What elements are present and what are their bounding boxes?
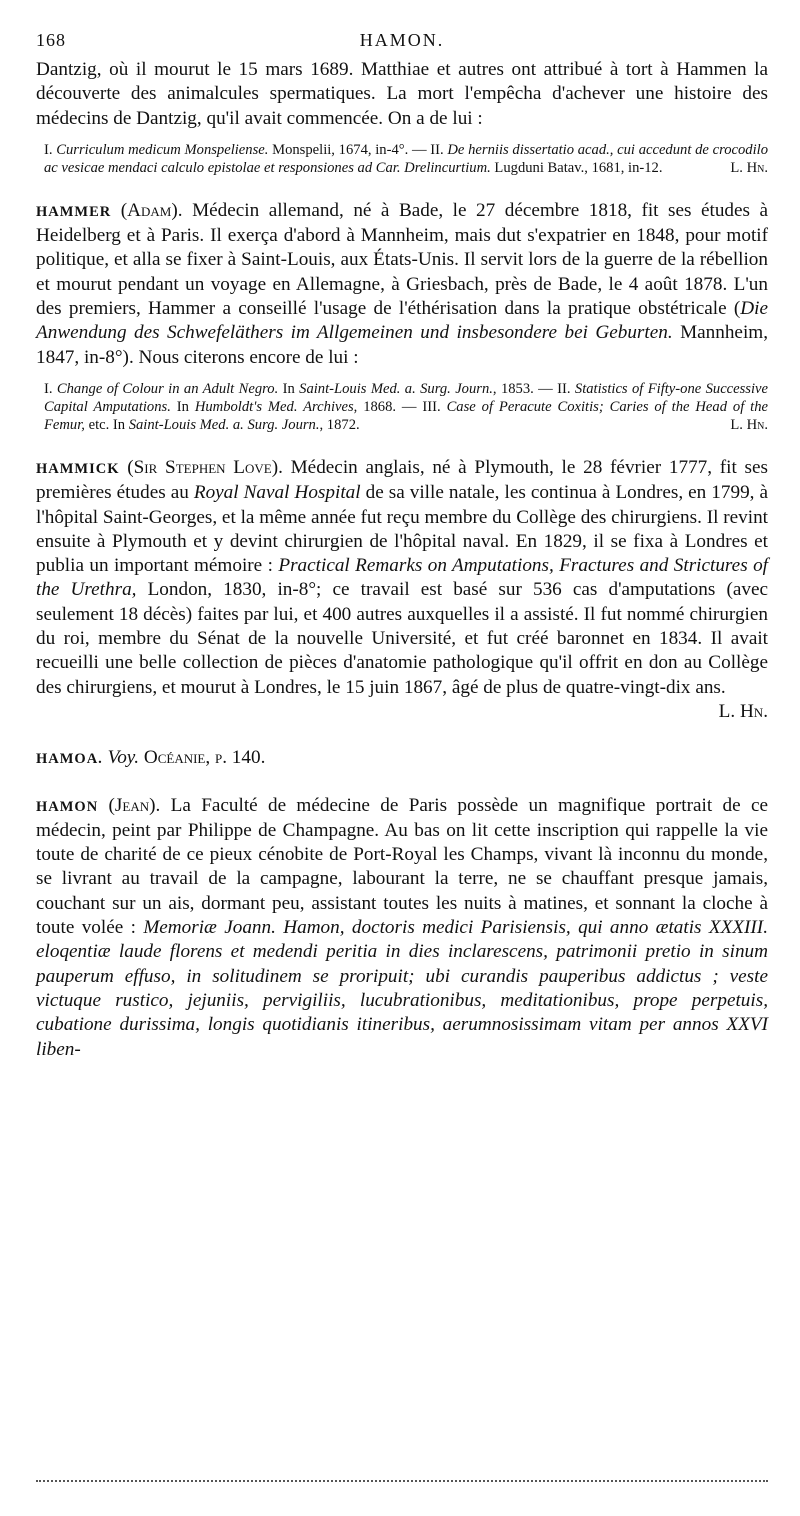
latin-inscription: Memoriæ Joann. Hamon, doctoris medici Parisiensis, qui anno ætatis XXXIII. eloqentiæ laude florens et medendi peritia in dies inclarescens, patrimonii pretio in sinum pauperum effuso, in solitudinem se proripuit; ubi curandis pauperibus addictus ; veste victuque rustico, jejuniis, pervigiliis, lucubrationibus, meditationibus, prope perpetuis, cubatione durissima, longis quotidianis itineribus, aerumnosissimam vitam per annos XXVI liben-	[36, 917, 768, 1060]
page-number: 168	[36, 30, 66, 50]
person-name: (Jean).	[108, 794, 161, 816]
text-run: Mannheim, 1847, in-8°). Nous citerons encore de lui :	[36, 322, 768, 368]
entry-hammer	[36, 199, 768, 434]
entry-text	[36, 746, 768, 771]
headword: HAMON	[36, 798, 99, 815]
entry-text	[36, 456, 768, 700]
text-run: Médecin allemand, né à Bade, le 27 décembre 1818, fit ses études à Heidelberg et à Paris. Il exerça d'abord à Mannheim, mais dut s'expatrier en 1848, pour motif politique, et alla se fixer à Saint-Louis, aux États-Unis. Il servit lors de la guerre de la rébellion et mourut pendant un voyage en Allemagne, à Griesbach, près de Bade, le 4 août 1878. L'un des premiers, Hammer a conseillé l'usage de l'éthérisation dans la pratique obstétricale (	[36, 199, 769, 320]
work-number: I.	[44, 141, 57, 158]
book-title: Practical Remarks on Amputations, Fractures and Strictures of the Urethra,	[36, 555, 769, 601]
work-title: Case of Peracute Coxitis; Caries of the Head of the Femur,	[44, 398, 768, 433]
work-title: Statistics of Fifty-one Successive Capital Amputations.	[44, 380, 768, 415]
author-signature: L. Hn.	[718, 700, 768, 722]
work-imprint: Lugduni Batav., 1681, in-12.	[490, 159, 663, 176]
text-run: de sa ville natale, les continua à Londres, en 1799, à l'hôpital Saint-Georges, et la même année fut reçu membre du Collège des chirurgiens. Il revint ensuite à Plymouth et y devint chirurgien de l'hôpital naval. En 1829, il se fixa à Londres et publia un important mémoire :	[36, 482, 768, 577]
book-title: Die Anwendung des Schwefeläthers im Allgemeinen und insbesondere bei Geburten.	[36, 298, 768, 344]
entry-hammick	[36, 456, 768, 724]
work-imprint: , 1853. — II.	[492, 380, 575, 397]
work-imprint: , 1872.	[319, 416, 360, 433]
person-name: (Sir Stephen Love).	[127, 456, 283, 478]
text-run: La Faculté de médecine de Paris possède un magnifique portrait de ce médecin, peint par Philippe de Champagne. Au bas on lit cette inscription qui rappelle la vie toute de charité de ce pieux cénobite de Port-Royal les Champs, vivant là inconnu du monde, se livrant au travail de la campagne, labourant la terre, ne se chauffant presque jamais, couchant sur un ais, dormant peu, assistant toutes les nuits à matines, et sonnant la cloche à toute volée :	[36, 794, 769, 939]
text-run: London, 1830, in-8°; ce travail est basé sur 536 cas d'amputations (avec seulement 18 décès) faites par lui, et 400 autres auxquelles il a assisté. Il fut nommé chirurgien du roi, membre du Sénat de la nouvelle Université, et fut créé baronnet en 1834. Il avait recueilli une belle collection de pièces d'anatomie pathologique qu'il offrit en don au Collège des chirurgiens, et mourut à Londres, le 15 juin 1867, âgé de plus de quatre-vingt-dix ans.	[36, 579, 768, 698]
work-imprint: etc. In	[84, 416, 129, 433]
page-header	[36, 30, 768, 58]
running-title: HAMON.	[359, 30, 445, 50]
cross-reference-label: Voy.	[107, 747, 140, 769]
work-title: Curriculum medicum Monspeliense.	[56, 141, 269, 158]
institution-name: Royal Naval Hospital	[193, 482, 361, 504]
works-list	[36, 141, 768, 177]
cross-reference: Océanie, p. 140.	[139, 747, 266, 769]
journal-title: Humboldt's Med. Archives	[194, 398, 354, 415]
text-run: Médecin anglais, né à Plymouth, le 28 février 1777, fit ses premières études au	[36, 456, 769, 504]
work-imprint: Monspelii, 1674, in-4°. — II.	[268, 141, 448, 158]
works-list	[36, 380, 768, 434]
person-name: (Adam).	[120, 199, 183, 221]
entry-hamon	[36, 794, 768, 1062]
work-title: Change of Colour in an Adult Negro.	[56, 380, 279, 397]
entry-text	[36, 199, 768, 370]
work-number: I.	[44, 380, 57, 397]
entry-continuation	[36, 58, 768, 177]
author-signature: L. Hn.	[730, 416, 768, 433]
footer-dotted-rule	[36, 1480, 768, 1482]
work-title: De herniis dissertatio acad., cui accedunt de crocodilo ac vesicae mendaci calculo epistolae et responsiones ad Car. Drelincurtium.	[44, 141, 768, 176]
headword: HAMMER	[36, 203, 112, 220]
work-imprint: In	[278, 380, 300, 397]
headword: HAMMICK	[36, 460, 120, 477]
author-signature: L. Hn.	[730, 159, 768, 176]
page	[36, 30, 768, 1062]
headword: HAMOA.	[36, 751, 103, 768]
journal-title: Saint-Louis Med. a. Surg. Journ.	[128, 416, 320, 433]
entry-text	[36, 794, 768, 1062]
journal-title: Saint-Louis Med. a. Surg. Journ.	[299, 380, 493, 397]
work-imprint: , 1868. — III.	[353, 398, 447, 415]
entry-text: Dantzig, où il mourut le 15 mars 1689. Matthiae et autres ont attribué à tort à Hammen la découverte des animalcules spermatiques. La mort l'empêcha d'achever une histoire des médecins de Dantzig, qu'il avait commencée. On a de lui :	[36, 59, 768, 129]
work-imprint: In	[170, 398, 195, 415]
entry-hamoa	[36, 746, 768, 771]
